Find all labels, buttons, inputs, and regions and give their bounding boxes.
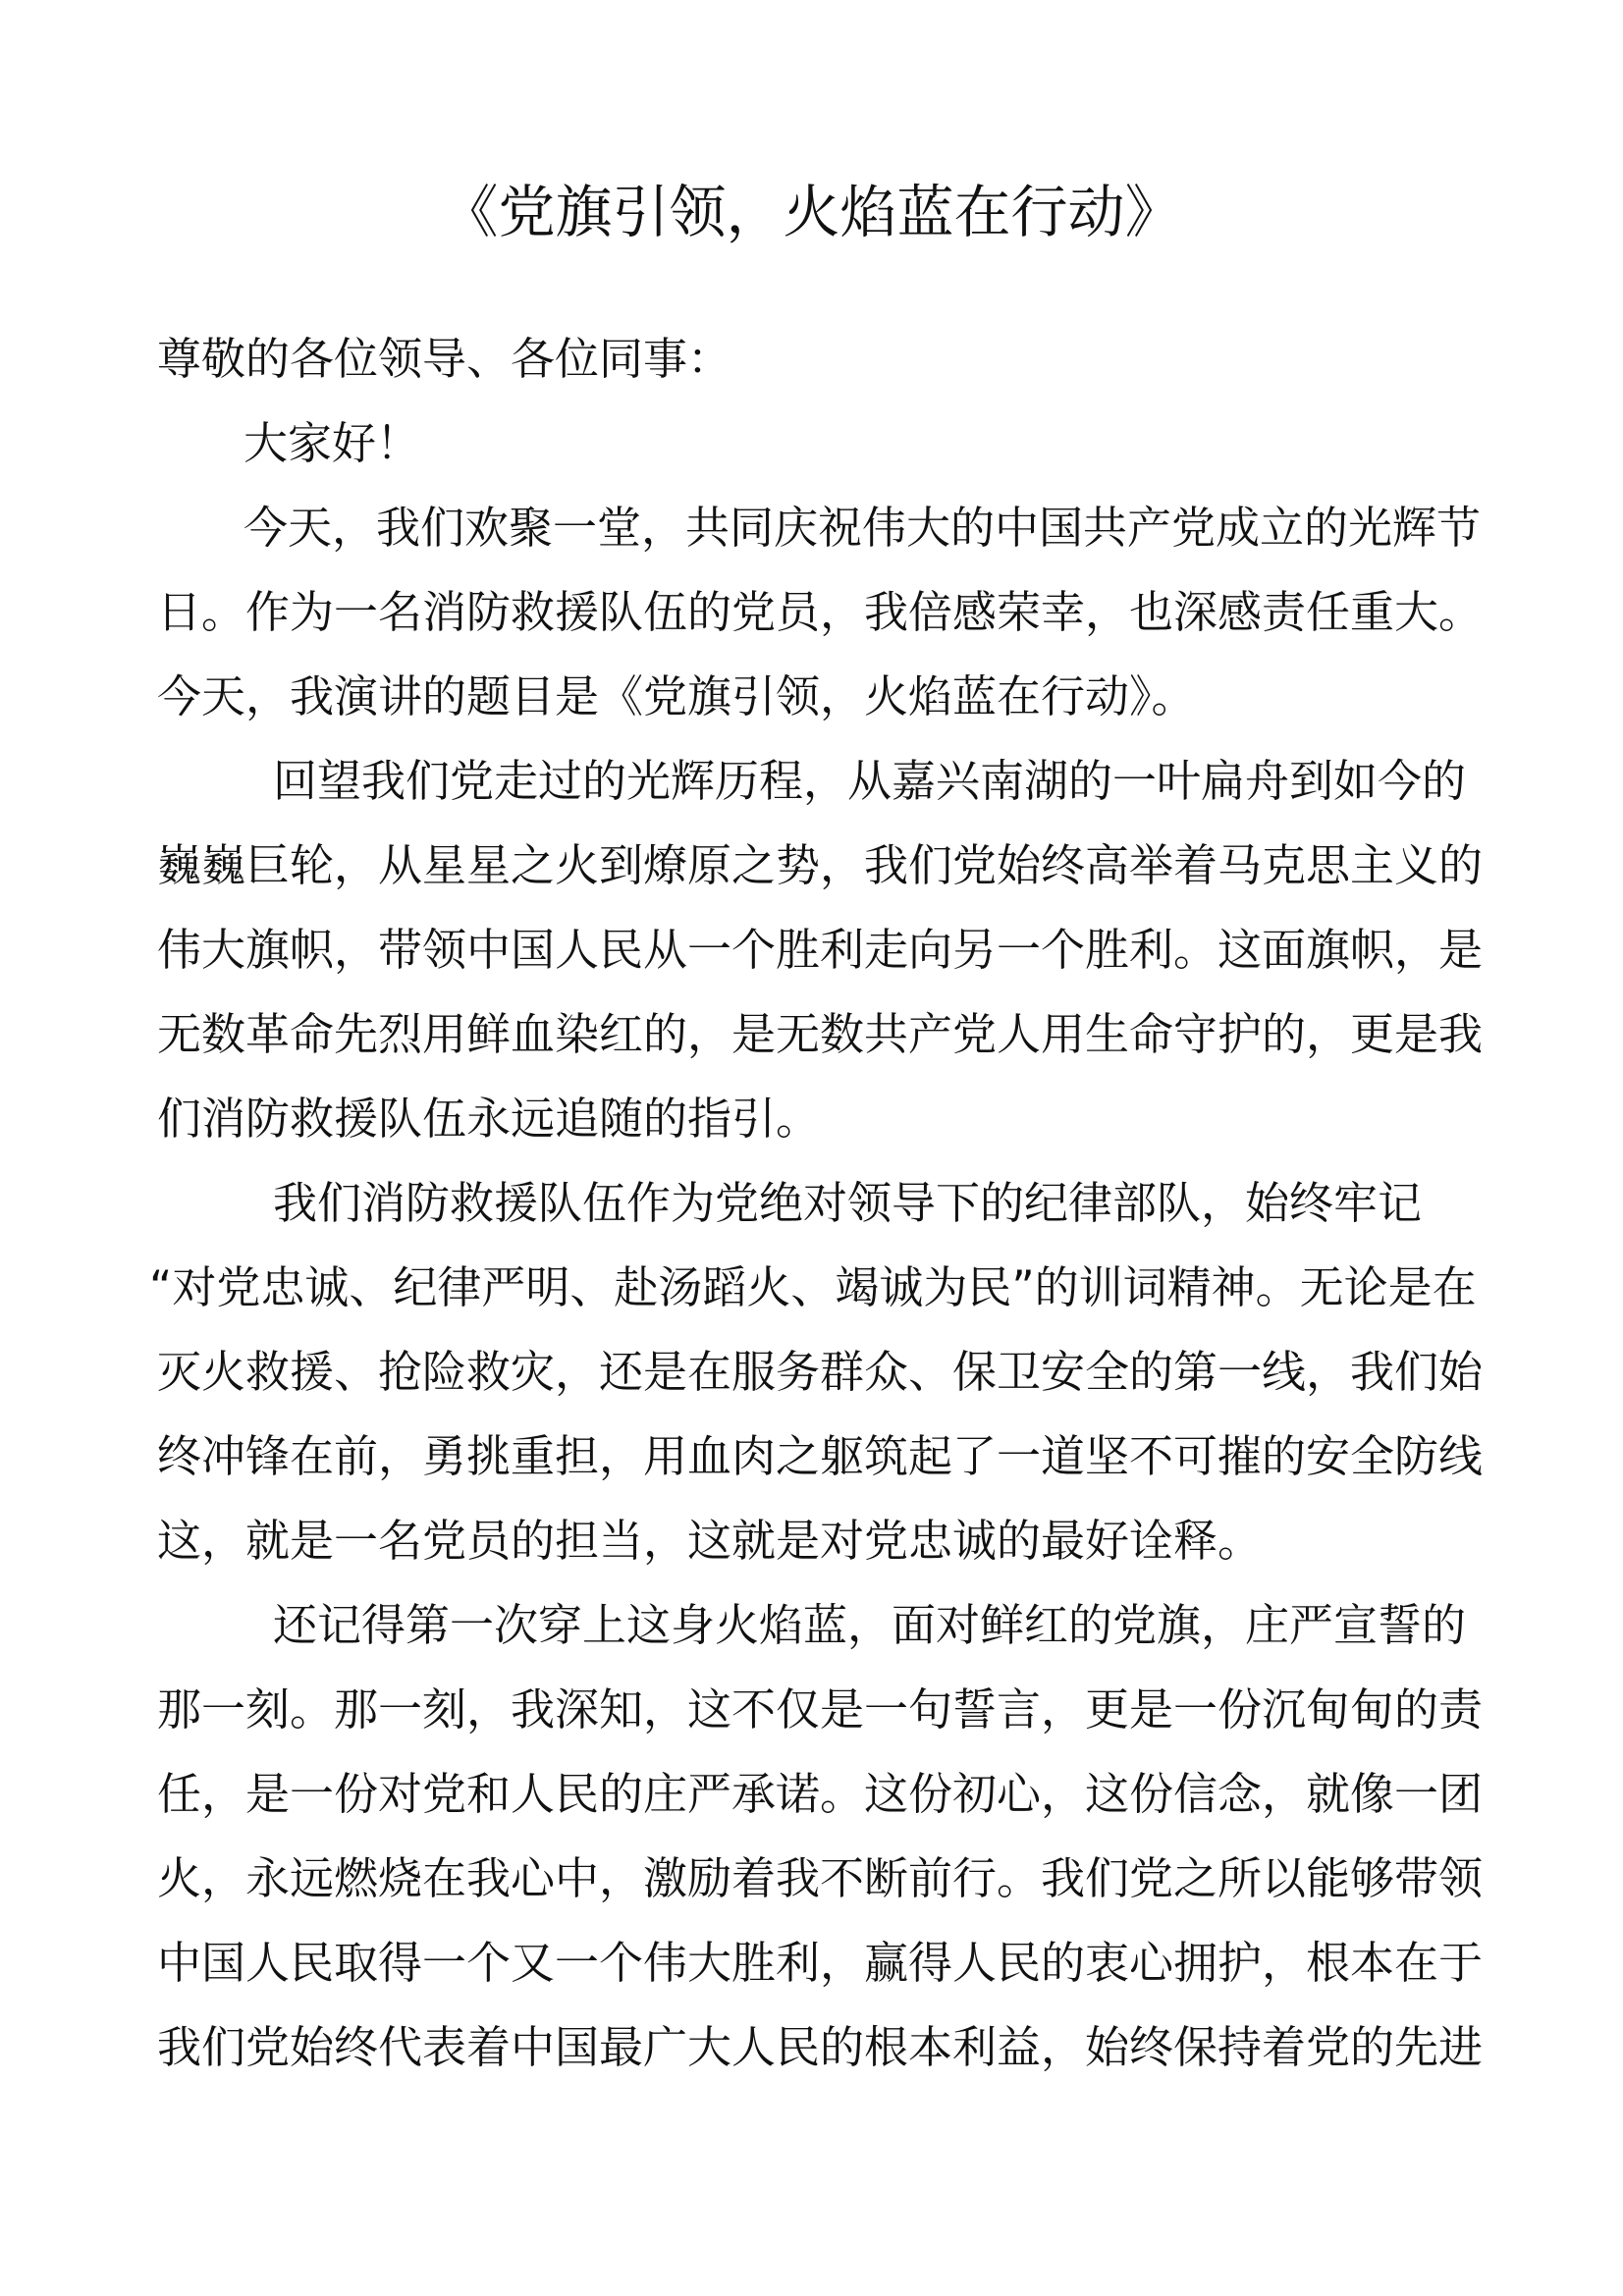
paragraph-3-line-2: “对党忠诚、纪律严明、赴汤蹈火、竭诚为民”的训词精神。无论是在 bbox=[149, 1261, 1477, 1313]
paragraph-2-line-2: 巍巍巨轮，从星星之火到燎原之势，我们党始终高举着马克思主义的 bbox=[157, 839, 1484, 891]
greeting-line: 大家好！ bbox=[243, 417, 421, 469]
paragraph-2-line-3: 伟大旗帜，带领中国人民从一个胜利走向另一个胜利。这面旗帜，是 bbox=[157, 924, 1484, 976]
paragraph-1-line-2: 日。作为一名消防救援队伍的党员，我倍感荣幸，也深感责任重大。 bbox=[157, 586, 1484, 638]
paragraph-2-line-5: 们消防救援队伍永远追随的指引。 bbox=[157, 1093, 821, 1145]
salutation-line: 尊敬的各位领导、各位同事： bbox=[157, 333, 732, 385]
paragraph-3-line-4: 终冲锋在前，勇挑重担，用血肉之躯筑起了一道坚不可摧的安全防线 bbox=[157, 1430, 1484, 1482]
paragraph-3-line-1: 我们消防救援队伍作为党绝对领导下的纪律部队，始终牢记 bbox=[273, 1177, 1423, 1229]
paragraph-4-line-6: 我们党始终代表着中国最广大人民的根本利益，始终保持着党的先进 bbox=[157, 2021, 1484, 2073]
document-body bbox=[149, 317, 1485, 2090]
paragraph-2-line-4: 无数革命先烈用鲜血染红的，是无数共产党人用生命守护的，更是我 bbox=[157, 1008, 1484, 1060]
paragraph-4-line-2: 那一刻。那一刻，我深知，这不仅是一句誓言，更是一份沉甸甸的责 bbox=[157, 1683, 1484, 1735]
paragraph-3-line-3: 灭火救援、抢险救灾，还是在服务群众、保卫安全的第一线，我们始 bbox=[157, 1346, 1484, 1398]
paragraph-1-line-1: 今天，我们欢聚一堂，共同庆祝伟大的中国共产党成立的光辉节 bbox=[243, 502, 1482, 554]
paragraph-4-line-1: 还记得第一次穿上这身火焰蓝，面对鲜红的党旗，庄严宣誓的 bbox=[273, 1599, 1467, 1651]
paragraph-4-line-5: 中国人民取得一个又一个伟大胜利，赢得人民的衷心拥护，根本在于 bbox=[157, 1937, 1484, 1989]
paragraph-3-line-5: 这，就是一名党员的担当，这就是对党忠诚的最好诠释。 bbox=[157, 1515, 1263, 1567]
paragraph-4-line-3: 任，是一份对党和人民的庄严承诺。这份初心，这份信念，就像一团 bbox=[157, 1768, 1484, 1820]
document-title: 《党旗引领，火焰蓝在行动》 bbox=[441, 179, 1182, 245]
paragraph-4-line-4: 火，永远燃烧在我心中，激励着我不断前行。我们党之所以能够带领 bbox=[157, 1852, 1484, 1904]
paragraph-2-line-1: 回望我们党走过的光辉历程，从嘉兴南湖的一叶扁舟到如今的 bbox=[273, 755, 1467, 807]
paragraph-1-line-3: 今天，我演讲的题目是《党旗引领，火焰蓝在行动》。 bbox=[157, 670, 1196, 722]
